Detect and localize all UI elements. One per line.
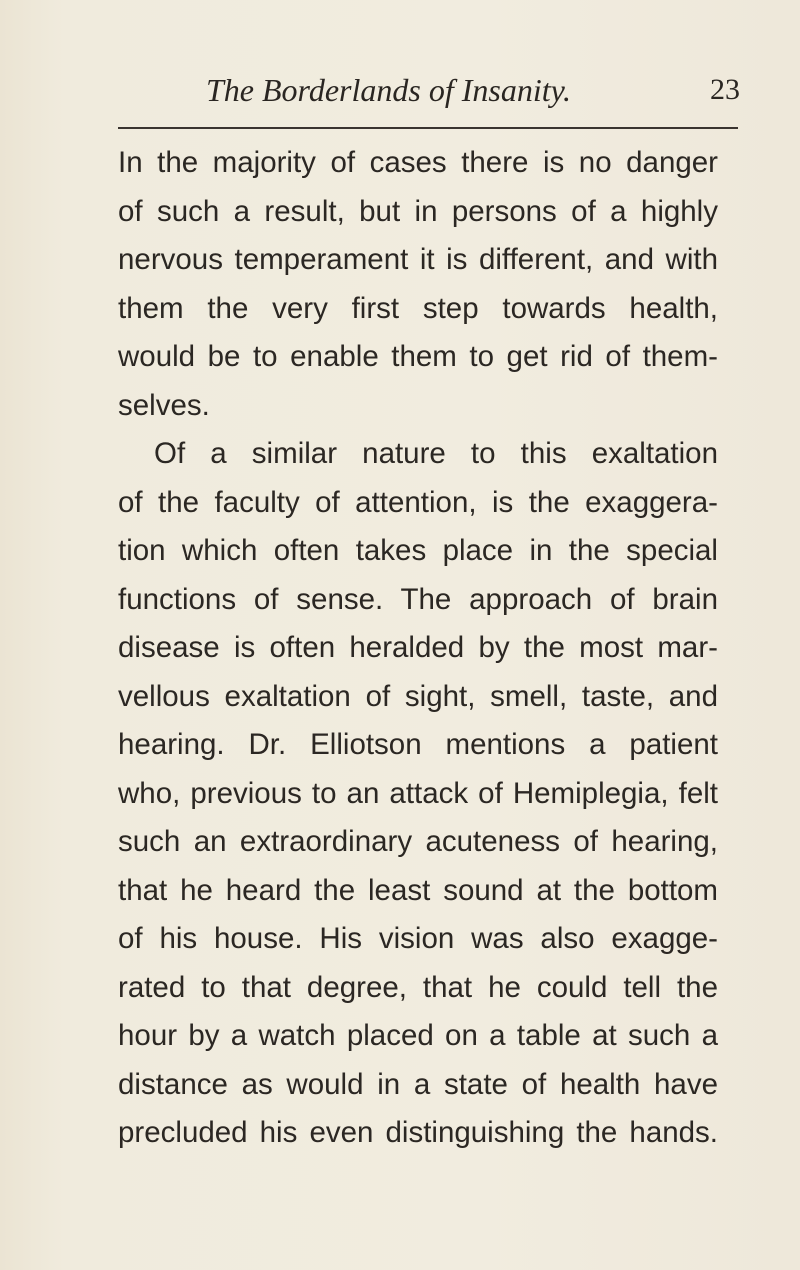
text-line: vellous exaltation of sight, smell, taste, and (118, 679, 718, 713)
text-line: selves. (118, 388, 210, 422)
text-line: tion which often takes place in the special (118, 534, 718, 567)
text-line: In the majority of cases there is no danger (118, 146, 718, 179)
page-header (120, 70, 740, 110)
text-line: of his house. His vision was also exagge- (118, 922, 718, 955)
text-line: rated to that degree, that he could tell the (118, 970, 718, 1004)
text-line: hearing. Dr. Elliotson mentions a patient (118, 728, 718, 761)
text-line: Of a similar nature to this exaltation (154, 437, 718, 470)
running-title: The Borderlands of Insanity. (206, 72, 572, 108)
text-line: precluded his even distinguishing the hands. (118, 1116, 718, 1149)
text-line: distance as would in a state of health have (118, 1067, 718, 1101)
text-line: nervous temperament it is different, and with (118, 243, 718, 276)
text-line: who, previous to an attack of Hemiplegia, felt (118, 776, 718, 810)
body-text (118, 139, 718, 1158)
text-line: would be to enable them to get rid of them- (118, 340, 718, 373)
text-line: such an extraordinary acuteness of hearing, (118, 825, 718, 858)
page-number: 23 (710, 73, 740, 106)
text-line: of the faculty of attention, is the exaggera- (118, 485, 718, 519)
text-line: them the very first step towards health, (118, 291, 718, 325)
text-line: functions of sense. The approach of brain (118, 582, 718, 616)
text-line: disease is often heralded by the most mar- (118, 631, 718, 664)
text-line: hour by a watch placed on a table at such a (118, 1019, 718, 1052)
header-rule (118, 127, 738, 129)
text-line: of such a result, but in persons of a highly (118, 194, 718, 228)
text-line: that he heard the least sound at the bottom (118, 873, 718, 907)
